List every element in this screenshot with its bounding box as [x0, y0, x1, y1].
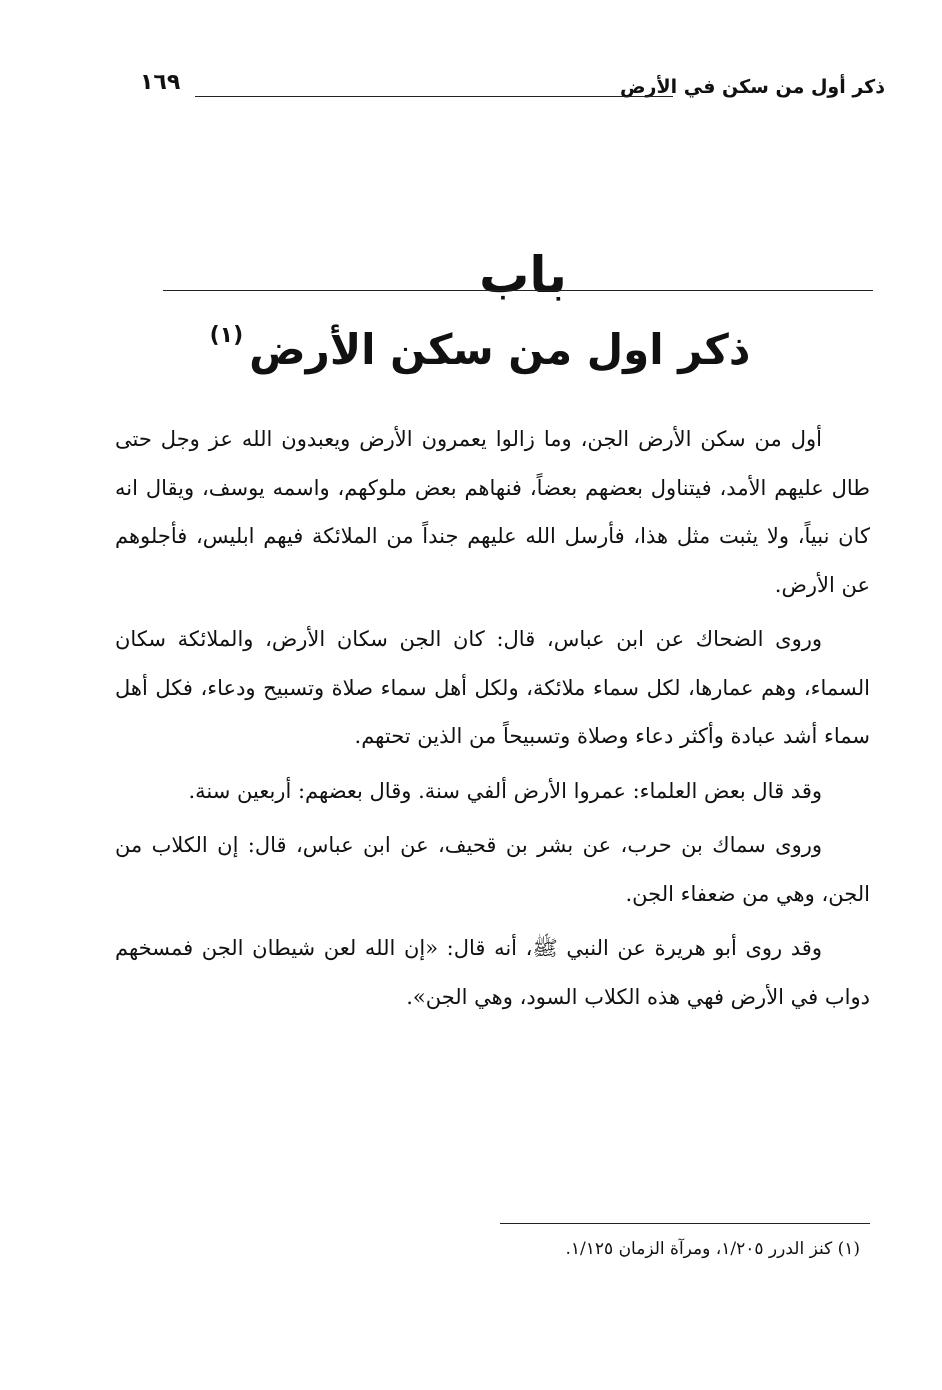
chapter-label — [0, 245, 942, 305]
paragraph: وقد قال بعض العلماء: عمروا الأرض ألفي سنة. وقال بعضهم: أربعين سنة. — [188, 778, 822, 803]
running-header — [140, 70, 885, 110]
paragraph: وقد روى أبو هريرة عن النبي ﷺ، أنه قال: «إن الله لعن شيطان الجن فمسخهم دواب في الأرض فهي هذه الكلاب السود، وهي الجن». — [115, 936, 870, 1009]
paragraph: أول من سكن الأرض الجن، وما زالوا يعمرون الأرض ويعبدون الله عز وجل حتى طال عليهم الأمد، فيتناول بعضهم بعضاً، فنهاهم بعض ملوكهم، واسمه يوسف، ويقال انه كان نبياً، ولا يثبت مثل هذا، فأرسل الله عليهم جنداً من الملائكة فيهم ابليس، فأجلوهم عن الأرض. — [115, 427, 870, 597]
header-rule — [195, 96, 673, 97]
paragraph: وروى سماك بن حرب، عن بشر بن قحيف، عن ابن عباس، قال: إن الكلاب من الجن، وهي من ضعفاء الجن. — [115, 833, 870, 906]
footnote-rule — [500, 1223, 870, 1224]
body-text — [115, 415, 870, 1027]
running-title: ذكر أول من سكن في الأرض — [619, 76, 885, 98]
chapter-title — [200, 300, 760, 386]
page-number: ١٦٩ — [140, 70, 181, 95]
title-footnote-ref: (١) — [209, 323, 244, 348]
chapter-label-text: باب — [479, 246, 567, 304]
chapter-title-text: ذكر اول من سكن الأرض — [249, 325, 751, 374]
paragraph: وروى الضحاك عن ابن عباس، قال: كان الجن سكان الأرض، والملائكة سكان السماء، وهم عمارها، لكل سماء ملائكة، ولكل أهل سماء صلاة وتسبيح ودعاء، فكل أهل سماء أشد عبادة وأكثر دعاء وصلاة وتسبيحاً من الذين تحتهم. — [115, 627, 870, 748]
footnote: (١) كنز الدرر ١/٢٠٥، ومرآة الزمان ١/١٢٥. — [565, 1239, 860, 1259]
heading-rule — [163, 290, 873, 291]
